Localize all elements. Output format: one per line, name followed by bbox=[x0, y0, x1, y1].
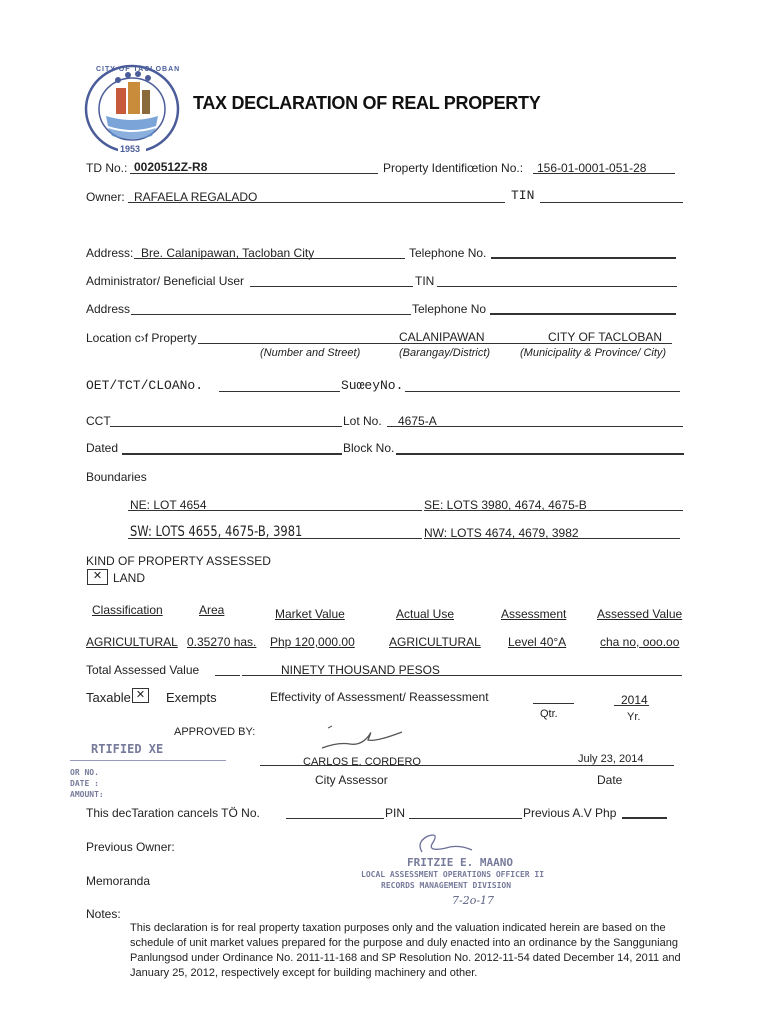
kind-label: KIND OF PROPERTY ASSESSED bbox=[86, 554, 271, 568]
notes-text: This declaration is for real property taxation purposes only and the valuation indicated herein are based on the schedule of unit market values prepared for the purpose and duly enacted into an ordinance by the Sangguniang Panlungsod under Ordinance No. 2011-11-168 and SP Resolution No. 2012-11-54 dated December 14, 2011 and January 25, 2012, respectively except for building machinery and other. bbox=[130, 922, 681, 979]
td-no-line bbox=[130, 173, 378, 174]
certifier-division: RECORDS MANAGEMENT DIVISION bbox=[381, 881, 512, 890]
oct-label: OET/TCT/CLOANo. bbox=[86, 378, 204, 393]
cancels-label: This decTaration cancels TÖ No. bbox=[86, 806, 260, 820]
land-label: LAND bbox=[113, 571, 146, 585]
prev-av-line bbox=[622, 817, 667, 819]
land-checkbox[interactable]: ✕ bbox=[87, 569, 108, 585]
admin-line bbox=[250, 286, 413, 287]
prev-av-label: Previous A.V Php bbox=[523, 806, 617, 820]
stamp-amount: AMOUNT: bbox=[70, 790, 104, 799]
cell-market-value: Php 120,000.00 bbox=[270, 635, 355, 649]
admin-telephone-label: Telephone No bbox=[412, 302, 487, 316]
seal-text: CITY OF TACLOBAN bbox=[96, 66, 181, 73]
location-city: CITY OF TACLOBAN bbox=[548, 330, 663, 344]
barangay-caption: (Barangay/District) bbox=[399, 347, 491, 359]
address-label: Address: bbox=[86, 246, 134, 260]
notes-label: Notes: bbox=[86, 907, 121, 921]
approval-date: July 23, 2014 bbox=[578, 753, 644, 765]
street-caption: (Number and Street) bbox=[260, 347, 361, 359]
header-actual-use: Actual Use bbox=[396, 607, 455, 621]
boundary-se-line bbox=[424, 510, 683, 511]
previous-owner-label: Previous Owner: bbox=[86, 840, 175, 854]
admin-label: Administrator/ Beneficial User bbox=[86, 274, 245, 288]
location-barangay: CALANIPAWAN bbox=[399, 330, 485, 344]
approved-by-label: APPROVED BY: bbox=[174, 726, 256, 738]
owner-tin-label: TIN bbox=[511, 188, 535, 203]
city-caption: (Municipality & Province/ City) bbox=[520, 347, 667, 359]
assessor-name: CARLOS E. CORDERO bbox=[303, 756, 421, 768]
dated-line bbox=[122, 453, 342, 455]
survey-label: SuœeyNo. bbox=[341, 378, 404, 393]
lot-value: 4675-A bbox=[398, 414, 437, 428]
total-line-a bbox=[215, 675, 240, 676]
owner-tin-line bbox=[540, 202, 683, 203]
cancels-pin-label: PIN bbox=[385, 806, 406, 820]
assessor-signature bbox=[318, 722, 408, 756]
pin-value: 156-01-0001-051-28 bbox=[537, 161, 647, 175]
boundary-nw-line bbox=[424, 538, 680, 539]
cell-assessment: Level 40°A bbox=[508, 635, 567, 649]
certifier-date: 7-2o-17 bbox=[452, 894, 495, 907]
lot-line bbox=[387, 426, 683, 427]
yr-caption: Yr. bbox=[627, 711, 641, 723]
certifier-title: LOCAL ASSESSMENT OPERATIONS OFFICER II bbox=[361, 870, 545, 879]
boundary-sw-line bbox=[128, 538, 422, 539]
cancels-pin-line bbox=[409, 818, 522, 819]
cell-area: 0.35270 has. bbox=[187, 635, 257, 649]
qtr-line bbox=[533, 703, 574, 704]
address-line bbox=[134, 258, 405, 259]
admin-tin-label: TIN bbox=[415, 274, 435, 288]
boundary-ne: NE: LOT 4654 bbox=[130, 498, 207, 512]
location-label: Location c›f Property bbox=[86, 331, 197, 345]
td-no-value: 0020512Z-R8 bbox=[134, 160, 208, 174]
effectivity-year: 2014 bbox=[621, 693, 648, 707]
td-no-label: TD No.: bbox=[86, 161, 128, 175]
admin-tin-line bbox=[437, 286, 677, 287]
dated-label: Dated bbox=[86, 441, 119, 455]
qtr-caption: Qtr. bbox=[540, 708, 558, 720]
assessor-title: City Assessor bbox=[315, 773, 388, 787]
admin-telephone-line bbox=[490, 313, 676, 315]
total-line-b bbox=[242, 675, 682, 676]
header-assessed-value: Assessed Value bbox=[597, 607, 683, 621]
cancels-line bbox=[286, 818, 384, 819]
admin-address-label: Address bbox=[86, 302, 131, 316]
header-assessment: Assessment bbox=[501, 607, 567, 621]
exempt-label: Exempts bbox=[166, 690, 217, 705]
cct-line bbox=[110, 426, 342, 427]
boundaries-label: Boundaries bbox=[86, 470, 147, 484]
taxable-checkbox[interactable]: ✕ bbox=[132, 688, 149, 703]
telephone-label: Telephone No. bbox=[409, 246, 487, 260]
header-area: Area bbox=[199, 603, 225, 617]
total-label: Total Assessed Value bbox=[86, 663, 200, 677]
cell-actual-use: AGRICULTURAL bbox=[389, 635, 481, 649]
date-caption: Date bbox=[597, 773, 623, 787]
taxable-label: Taxable bbox=[86, 690, 131, 705]
block-line bbox=[396, 453, 684, 455]
effectivity-label: Effectivity of Assessment/ Reassessment bbox=[270, 690, 489, 704]
boundary-se: SE: LOTS 3980, 4674, 4675-B bbox=[424, 498, 587, 512]
header-classification: Classification bbox=[92, 603, 163, 617]
year-line bbox=[614, 705, 649, 706]
boundary-sw: SW: LOTS 4655, 4675-B, 3981 bbox=[130, 524, 303, 540]
cell-assessed-value: cha no, ooo.oo bbox=[600, 635, 680, 649]
address-value: Bre. Calanipawan, Tacloban City bbox=[141, 246, 315, 260]
cct-label: CCT bbox=[86, 414, 111, 428]
header-market-value: Market Value bbox=[275, 607, 345, 621]
stamp-or-no: OR NO. bbox=[70, 768, 99, 777]
certifier-name: FRITZIE E. MAANO bbox=[407, 856, 513, 869]
owner-line bbox=[128, 202, 505, 203]
owner-value: RAFAELA REGALADO bbox=[134, 190, 258, 204]
boundary-nw: NW: LOTS 4674, 4679, 3982 bbox=[424, 526, 579, 540]
memoranda-label: Memoranda bbox=[86, 874, 151, 888]
survey-line bbox=[405, 391, 680, 392]
seal-year: 1953 bbox=[120, 144, 141, 154]
boundary-ne-line bbox=[128, 510, 422, 511]
admin-address-line bbox=[131, 314, 411, 315]
block-label: Block No. bbox=[343, 441, 395, 455]
pin-line bbox=[533, 173, 675, 174]
certified-stamp-head: RTIFIED XE bbox=[91, 742, 164, 756]
total-value: NINETY THOUSAND PESOS bbox=[281, 663, 440, 677]
page-title: TAX DECLARATION OF REAL PROPERTY bbox=[193, 93, 541, 113]
lot-label: Lot No. bbox=[343, 414, 382, 428]
pin-label: Property Identifiœtion No.: bbox=[383, 161, 524, 175]
owner-label: Owner: bbox=[86, 190, 125, 204]
oct-line bbox=[219, 391, 340, 392]
telephone-line bbox=[491, 257, 676, 259]
cell-classification: AGRICULTURAL bbox=[86, 635, 178, 649]
stamp-date: DATE : bbox=[70, 779, 99, 788]
